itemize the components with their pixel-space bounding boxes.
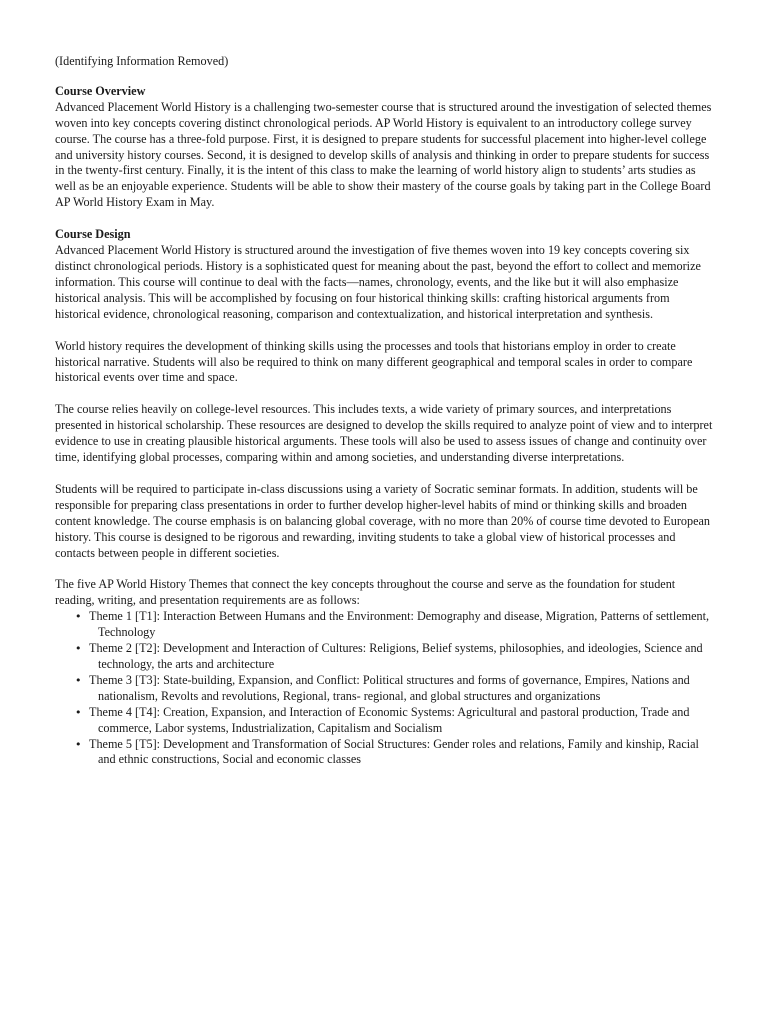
theme-2-text: Theme 2 [T2]: Development and Interaction of Cultures: Religions, Belief systems, philosophies, and ideologies, Science and technology, the arts and architecture — [89, 641, 703, 671]
spacer — [55, 466, 717, 482]
theme-1-text: Theme 1 [T1]: Interaction Between Humans and the Environment: Demography and disease, Migration, Patterns of settlement, Technology — [89, 609, 710, 640]
course-design-paragraph-4: Students will be required to participate in-class discussions using a variety of Socratic seminar formats. In addition, students will be responsible for preparing class presentations in order to further develop higher-level habits of mind or thinking skills and broaden content knowledge. The course emphasis is on balancing global coverage, with no more than 20% of course time devoted to European history. This course is designed to be rigorous and rewarding, inviting students to take a global view of historical processes and contacts between people in different societies. — [55, 481, 711, 560]
bullet-icon: • — [75, 642, 82, 656]
list-item-theme-5 — [55, 737, 717, 769]
themes-intro-paragraph: The five AP World History Themes that connect the key concepts throughout the course and serve as the foundation for student reading, writing, and presentation requirements are as follows: — [55, 577, 676, 608]
list-item-theme-1 — [55, 609, 717, 641]
list-item-theme-4 — [55, 705, 717, 737]
spacer — [55, 561, 717, 577]
themes-list — [55, 609, 717, 768]
course-design-paragraph-3: The course relies heavily on college-level resources. This includes texts, a wide variety of primary sources, and interpretations presented in historical scholarship. These resources are designed to develop the skills required to analyze point of view and to interpret evidence to use in creating plausible historical arguments. These tools will also be used to assess issues of change and continuity over time, identifying global processes, comparing within and among societies, and understanding diverse interpretations. — [55, 402, 713, 465]
course-design-paragraph-2: World history requires the development of thinking skills using the processes and tools that historians employ in order to create historical narrative. Students will also be required to think on many different geographical and temporal scales in order to compare historical events over time and space. — [55, 338, 693, 385]
spacer — [55, 386, 717, 402]
spacer — [55, 70, 717, 84]
course-design-paragraph-1: Advanced Placement World History is structured around the investigation of five themes woven into 19 key concepts covering six distinct chronological periods. History is a sophisticated quest for meaning about the past, beyond the effort to collect and memorize information. This course will continue to deal with the facts—names, chronology, events, and the like but it will also emphasize historical analysis. This will be accomplished by focusing on four historical thinking skills: crafting historical arguments from historical evidence, chronological reasoning, comparison and contextualization, and historical interpretation and synthesis. — [55, 243, 701, 321]
bullet-icon: • — [75, 673, 82, 687]
course-design-heading: Course Design — [55, 227, 131, 242]
spacer — [55, 211, 717, 227]
document-page — [55, 54, 717, 768]
bullet-icon: • — [75, 737, 82, 751]
course-overview-heading: Course Overview — [55, 83, 146, 98]
identifying-note: (Identifying Information Removed) — [55, 54, 229, 68]
bullet-icon: • — [75, 705, 82, 719]
theme-5-text: Theme 5 [T5]: Development and Transformation of Social Structures: Gender roles and relations, Family and kinship, Racial and ethnic constructions, Social and economic classes — [89, 736, 699, 767]
spacer — [55, 323, 717, 339]
theme-4-text: Theme 4 [T4]: Creation, Expansion, and Interaction of Economic Systems: Agricultural and pastoral production, Trade and commerce, Labor systems, Industrialization, Capitalism and Socialism — [89, 704, 690, 735]
course-overview-paragraph: Advanced Placement World History is a challenging two-semester course that is structured around the investigation of selected themes woven into key concepts covering distinct chronological periods. AP World History is equivalent to an introductory college survey course. The course has a three-fold purpose. First, it is designed to prepare students for successful placement into higher-level college and university history courses. Second, it is designed to develop skills of analysis and thinking in order to prepare students for success in the twenty-first century. Finally, it is the intent of this class to make the learning of world history align to students’ arts studies as well as be an enjoyable experience. Students will be able to show their mastery of the course goals by taking part in the College Board AP World History Exam in May. — [55, 99, 712, 210]
theme-3-text: Theme 3 [T3]: State-building, Expansion, and Conflict: Political structures and forms of governance, Empires, Nations and nationalism, Revolts and revolutions, Regional, trans- regional, and global structures and organizations — [89, 672, 690, 703]
bullet-icon: • — [75, 610, 82, 624]
list-item-theme-2 — [55, 641, 717, 673]
list-item-theme-3 — [55, 673, 717, 705]
